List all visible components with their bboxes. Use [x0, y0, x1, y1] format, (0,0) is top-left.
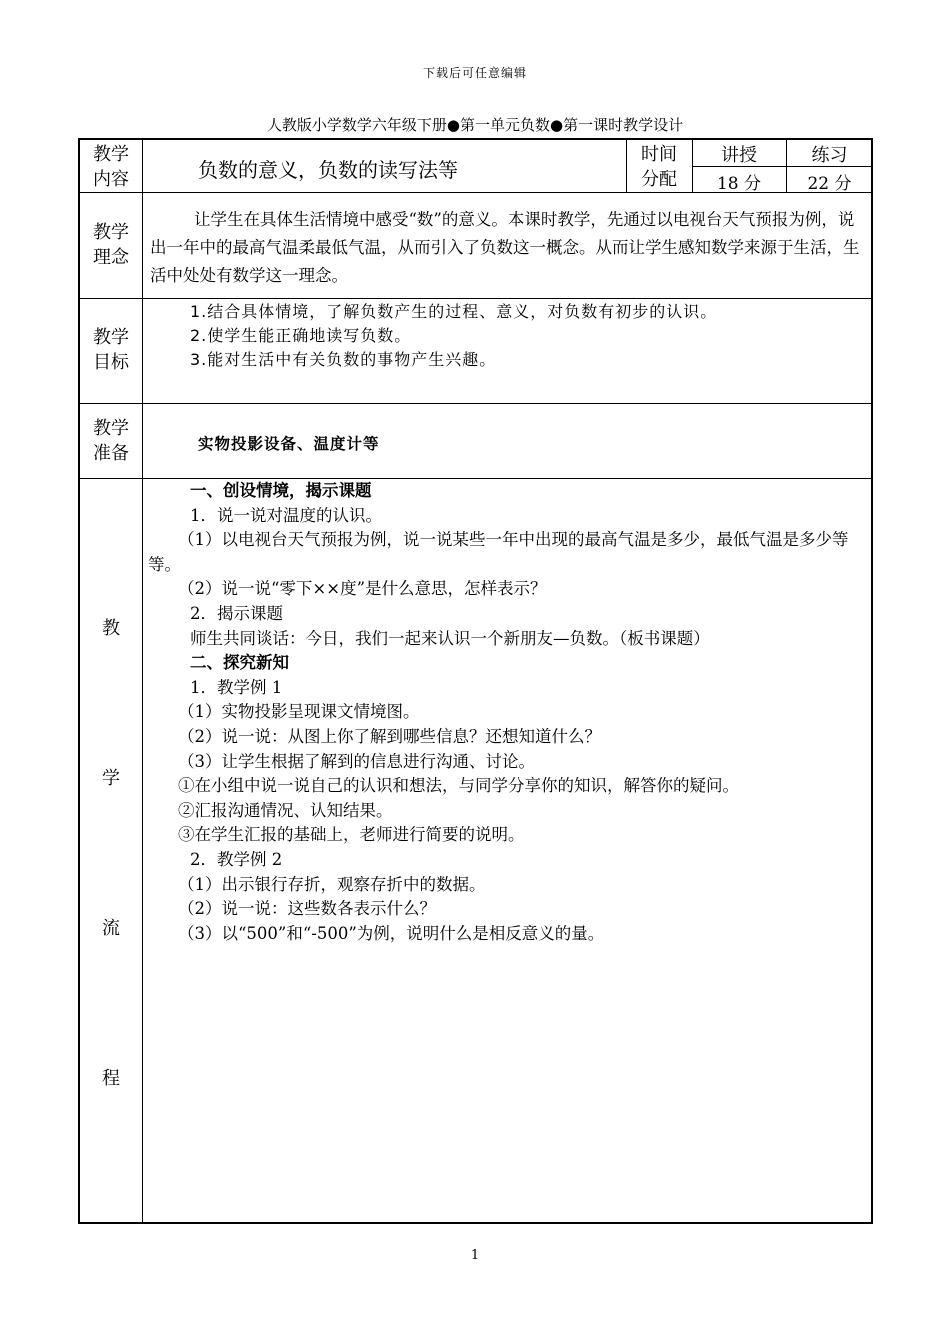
- process-line: （1）以电视台天气预报为例，说一说某些一年中出现的最高气温是多少，最低气温是多少等等。: [148, 530, 849, 574]
- label-column-divider: [142, 140, 143, 1222]
- process-line: 1．说一说对温度的认识。: [190, 505, 382, 525]
- lecture-header: 讲授: [721, 145, 757, 166]
- page-number: 1: [470, 1248, 480, 1263]
- label-content: 教学 内容: [93, 144, 129, 190]
- lesson-plan-table: [78, 138, 873, 1224]
- practice-header: 练习: [811, 145, 848, 166]
- process-label-char: 教: [102, 618, 120, 639]
- process-label-char: 程: [102, 1068, 120, 1089]
- objective-item: 2.使学生能正确地读写负数。: [190, 326, 412, 345]
- process-line: （1）实物投影呈现课文情境图。: [178, 702, 420, 722]
- practice-time: 22 分: [807, 174, 852, 194]
- section-heading: 二、探究新知: [190, 653, 289, 673]
- process-line: （2）说一说：这些数各表示什么？: [178, 899, 436, 919]
- process-line: ①在小组中说一说自己的认识和想法，与同学分享你的知识，解答你的疑问。: [178, 776, 739, 796]
- process-label-char: 流: [102, 918, 120, 939]
- process-line: （2）说一说：从图上你了解到哪些信息？还想知道什么？: [178, 726, 601, 746]
- time-allocation-label: 时间 分配: [641, 144, 677, 190]
- document-title: 人教版小学数学六年级下册●第一单元负数●第一课时教学设计: [266, 116, 684, 134]
- lesson-topic: 负数的意义，负数的读写法等: [198, 158, 458, 182]
- process-line: （3）让学生根据了解到的信息进行沟通、讨论。: [178, 751, 535, 771]
- process-line: （2）说一说“零下××度”是什么意思，怎样表示？: [178, 579, 547, 599]
- teaching-process: [148, 479, 866, 946]
- process-label-char: 学: [102, 768, 120, 789]
- process-line: 2．教学例 2: [190, 849, 283, 869]
- objective-item: 3.能对生活中有关负数的事物产生兴趣。: [190, 350, 497, 369]
- label-preparation: 教学 准备: [93, 418, 129, 464]
- process-line: （3）以“500”和“-500”为例，说明什么是相反意义的量。: [178, 923, 605, 943]
- process-line: 2．揭示课题: [190, 603, 283, 623]
- row-divider: [80, 298, 871, 299]
- process-line: 1．教学例 1: [190, 677, 283, 697]
- label-objectives: 教学 目标: [93, 327, 129, 373]
- lecture-time: 18 分: [716, 174, 762, 194]
- process-line: 师生共同谈话：今日，我们一起来认识一个新朋友—负数。（板书课题）: [190, 628, 710, 648]
- philosophy-text: 让学生在具体生活情境中感受“数”的意义。本课时教学，先通过以电视台天气预报为例，说出一年中的最高气温柔最低气温，从而引入了负数这一概念。从而让学生感知数学来源于生活，生活中处处有数学这一理念。: [150, 210, 860, 285]
- process-line: ②汇报沟通情况、认知结果。: [178, 800, 393, 820]
- objective-item: 1.结合具体情境，了解负数产生的过程、意义，对负数有初步的认识。: [190, 302, 718, 321]
- label-philosophy: 教学 理念: [93, 222, 129, 268]
- section-heading: 一、创设情境，揭示课题: [190, 481, 372, 500]
- preparation-text: 实物投影设备、温度计等: [198, 435, 380, 453]
- process-line: ③在学生汇报的基础上，老师进行简要的说明。: [178, 825, 525, 845]
- row-divider: [80, 403, 871, 404]
- process-line: （1）出示银行存折，观察存折中的数据。: [178, 874, 486, 894]
- download-note: 下载后可任意编辑: [422, 66, 527, 80]
